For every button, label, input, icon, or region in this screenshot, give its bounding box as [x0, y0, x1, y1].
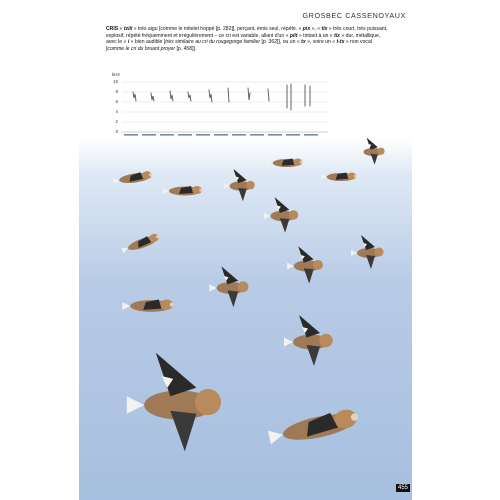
- bird-figure-2: [163, 186, 203, 196]
- bird-figure-5: [321, 173, 357, 182]
- bird-figure-4: [267, 159, 303, 168]
- bird-figure-8: [121, 232, 161, 254]
- tick-0: 0: [115, 129, 118, 134]
- bird-figure-9: [287, 246, 323, 283]
- calls-label: CRIS: [106, 26, 119, 32]
- tick-4: 4: [115, 109, 118, 114]
- bird-figure-6: [359, 138, 385, 165]
- bird-figure-14: [127, 353, 221, 452]
- species-header: GROSBEC CASSENOYAUX: [302, 11, 406, 20]
- tick-8: 8: [115, 89, 118, 94]
- sonogram-unit-label: kHz: [112, 72, 120, 77]
- bird-figure-10: [351, 235, 384, 269]
- bird-figure-1: [113, 171, 154, 186]
- bird-figure-11: [209, 266, 248, 307]
- tick-10: 10: [113, 79, 118, 84]
- tick-6: 6: [115, 99, 118, 104]
- bird-figure-15: [267, 407, 361, 447]
- bird-figure-7: [264, 197, 298, 233]
- page-number: 455: [397, 485, 408, 491]
- bird-illustrations: [79, 0, 412, 500]
- bird-figure-13: [284, 315, 333, 366]
- bird-figure-12: [122, 300, 173, 312]
- field-guide-page: [79, 0, 412, 500]
- bird-figure-3: [224, 169, 255, 201]
- calls-description: CRIS « tziii » très aigu [comme le mitelet hoppé [p. 282]], perçant, émis seul, répété. « pix », « tix » très court, très puissant, explosif, répété fréquemment et irrégulièrement – ce cri est variable, allant d'un « piit » tintant à un « tix » dur, métallique, avec le « i » bien audible [très similaire au cri du rougegorge familier [p. 362]], ou un « tx », voire un « t-tx » non vocal [comme le cri du bruant proyer [p. 458]].: [106, 26, 388, 52]
- tick-2: 2: [115, 119, 118, 124]
